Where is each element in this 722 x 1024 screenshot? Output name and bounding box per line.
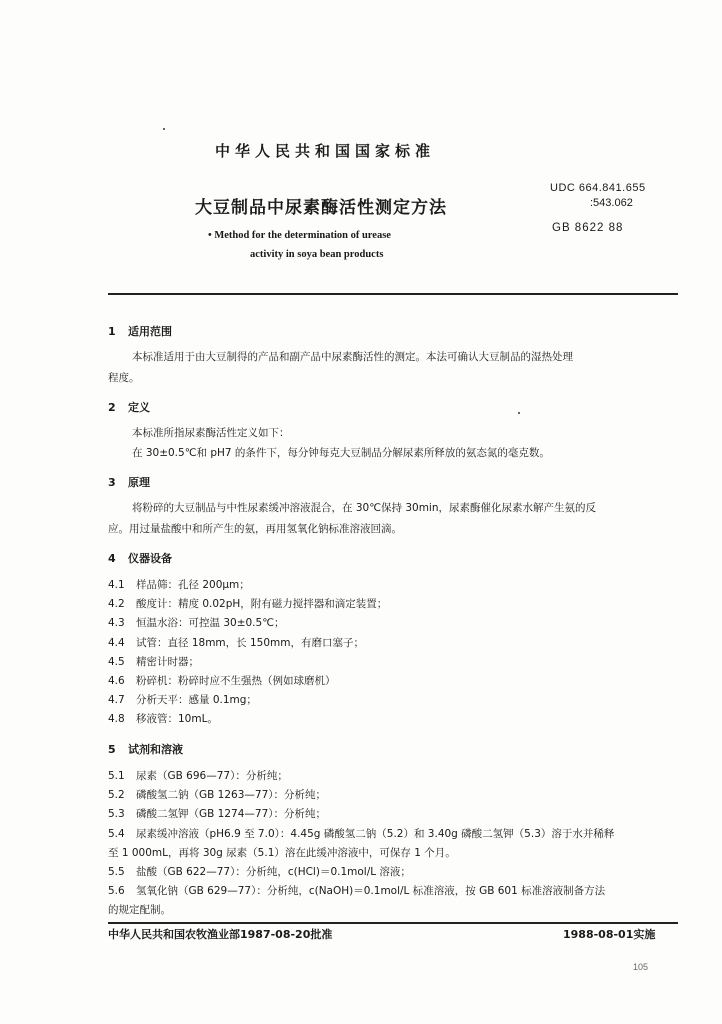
document-title-en-line1: • Method for the determination of urease xyxy=(208,230,391,241)
list-item xyxy=(108,806,326,821)
item-text: 样品筛：孔径 200μm； xyxy=(136,579,250,591)
section-4-heading xyxy=(108,550,172,566)
section-2-definition: 在 30±0.5℃和 pH7 的条件下，每分钟每克大豆制品分解尿素所释放的氨态氮的毫克数。 xyxy=(132,447,550,459)
item-number: 4.1 xyxy=(108,579,125,591)
item-text: 尿素缓冲溶液（pH6.9 至 7.0）：4.45g 磷酸氢二钠（5.2）和 3.40g 磷酸二氢钾（5.3）溶于水并稀释 xyxy=(136,828,615,840)
list-item-continuation xyxy=(108,902,171,917)
section-2-heading xyxy=(108,399,150,415)
item-text: 酸度计：精度 0.02pH，附有磁力搅拌器和滴定装置； xyxy=(136,598,388,611)
item-text: 恒温水浴：可控温 30±0.5℃； xyxy=(136,617,285,630)
item-text: 至 1 000mL，再将 30g 尿素（5.1）溶在此缓冲溶液中，可保存 1 个月。 xyxy=(108,847,456,859)
item-number: 4.6 xyxy=(108,675,125,687)
approval-info: 中华人民共和国农牧渔业部1987-08-20批准 xyxy=(108,928,333,941)
item-text: 尿素（GB 696—77）：分析纯； xyxy=(136,770,288,782)
item-number: 5.3 xyxy=(108,808,125,820)
item-text: 精密计时器； xyxy=(136,655,199,668)
item-number: 5.4 xyxy=(108,828,125,840)
list-item xyxy=(108,654,199,669)
gb-code: GB 8622 88 xyxy=(552,222,624,234)
scan-speck xyxy=(163,128,165,130)
section-5-heading xyxy=(108,741,183,757)
item-text: 氢氧化钠（GB 629—77）：分析纯，c(NaOH)＝0.1mol/L 标准溶液，按 GB 601 标准溶液制备方法 xyxy=(136,885,606,897)
document-title-cn: 大豆制品中尿素酶活性测定方法 xyxy=(195,198,447,218)
section-3-heading xyxy=(108,474,150,490)
item-text: 磷酸氢二钠（GB 1263—77）：分析纯； xyxy=(136,789,327,801)
item-text: 的规定配制。 xyxy=(108,904,171,916)
section-number: 2 xyxy=(108,401,116,414)
item-text: 移液管：10mL。 xyxy=(136,713,218,726)
list-item xyxy=(108,615,285,630)
item-number: 4.7 xyxy=(108,694,125,707)
section-number: 5 xyxy=(108,743,116,756)
list-item-continuation xyxy=(108,845,456,860)
section-2-paragraph: 本标准所指尿素酶活性定义如下： xyxy=(132,427,290,439)
scan-speck xyxy=(518,412,520,414)
page-number: 105 xyxy=(633,962,649,972)
section-3-paragraph-cont: 应。用过量盐酸中和所产生的氨，再用氢氧化钠标准溶液回滴。 xyxy=(108,523,402,535)
section-1-paragraph: 本标准适用于由大豆制得的产品和副产品中尿素酶活性的测定。本法可确认大豆制品的湿热处理 xyxy=(132,351,573,363)
section-3-paragraph: 将粉碎的大豆制品与中性尿素缓冲溶液混合，在 30℃保持 30min，尿素酶催化尿素水解产生氨的反 xyxy=(132,502,596,514)
document-title-en-line2: activity in soya bean products xyxy=(250,249,384,260)
list-item xyxy=(108,826,614,841)
item-number: 5.2 xyxy=(108,789,125,801)
section-title: 定义 xyxy=(128,401,150,414)
section-title: 原理 xyxy=(128,476,150,489)
effective-date: 1988-08-01实施 xyxy=(563,928,656,941)
udc-code: UDC 664.841.655 xyxy=(550,182,646,194)
item-text: 磷酸二氢钾（GB 1274—77）：分析纯； xyxy=(136,808,327,820)
list-item xyxy=(108,596,387,611)
section-title: 试剂和溶液 xyxy=(128,743,183,756)
section-number: 3 xyxy=(108,476,116,489)
item-number: 4.4 xyxy=(108,636,125,649)
list-item xyxy=(108,711,218,726)
section-title: 仪器设备 xyxy=(128,552,172,565)
item-text: 试管：直径 18mm，长 150mm，有磨口塞子； xyxy=(136,636,364,649)
list-item xyxy=(108,864,411,879)
list-item xyxy=(108,787,326,802)
list-item xyxy=(108,673,336,688)
list-item xyxy=(108,692,257,707)
section-title: 适用范围 xyxy=(128,325,172,338)
title-en-line1-text: Method for the determination of urease xyxy=(214,230,391,241)
item-number: 4.2 xyxy=(108,598,125,611)
list-item xyxy=(108,635,364,650)
list-item xyxy=(108,768,288,783)
item-number: 4.8 xyxy=(108,713,125,726)
item-number: 5.1 xyxy=(108,770,125,782)
national-standard-heading: 中华人民共和国国家标准 xyxy=(215,142,436,160)
item-number: 5.6 xyxy=(108,885,125,897)
item-number: 4.5 xyxy=(108,655,125,668)
header-rule xyxy=(108,293,678,295)
item-text: 盐酸（GB 622—77）：分析纯，c(HCl)＝0.1mol/L 溶液； xyxy=(136,866,411,878)
list-item xyxy=(108,883,605,898)
item-number: 4.3 xyxy=(108,617,125,630)
item-text: 粉碎机：粉碎时应不生强热（例如球磨机） xyxy=(136,675,336,687)
section-number: 4 xyxy=(108,552,116,565)
udc-code-line2: :543.062 xyxy=(590,197,633,209)
section-1-paragraph-cont: 程度。 xyxy=(108,372,140,384)
list-item xyxy=(108,577,250,592)
item-text: 分析天平：感量 0.1mg； xyxy=(136,694,257,707)
footer-rule xyxy=(108,922,678,924)
section-number: 1 xyxy=(108,325,116,338)
item-number: 5.5 xyxy=(108,866,125,878)
section-1-heading xyxy=(108,323,172,339)
